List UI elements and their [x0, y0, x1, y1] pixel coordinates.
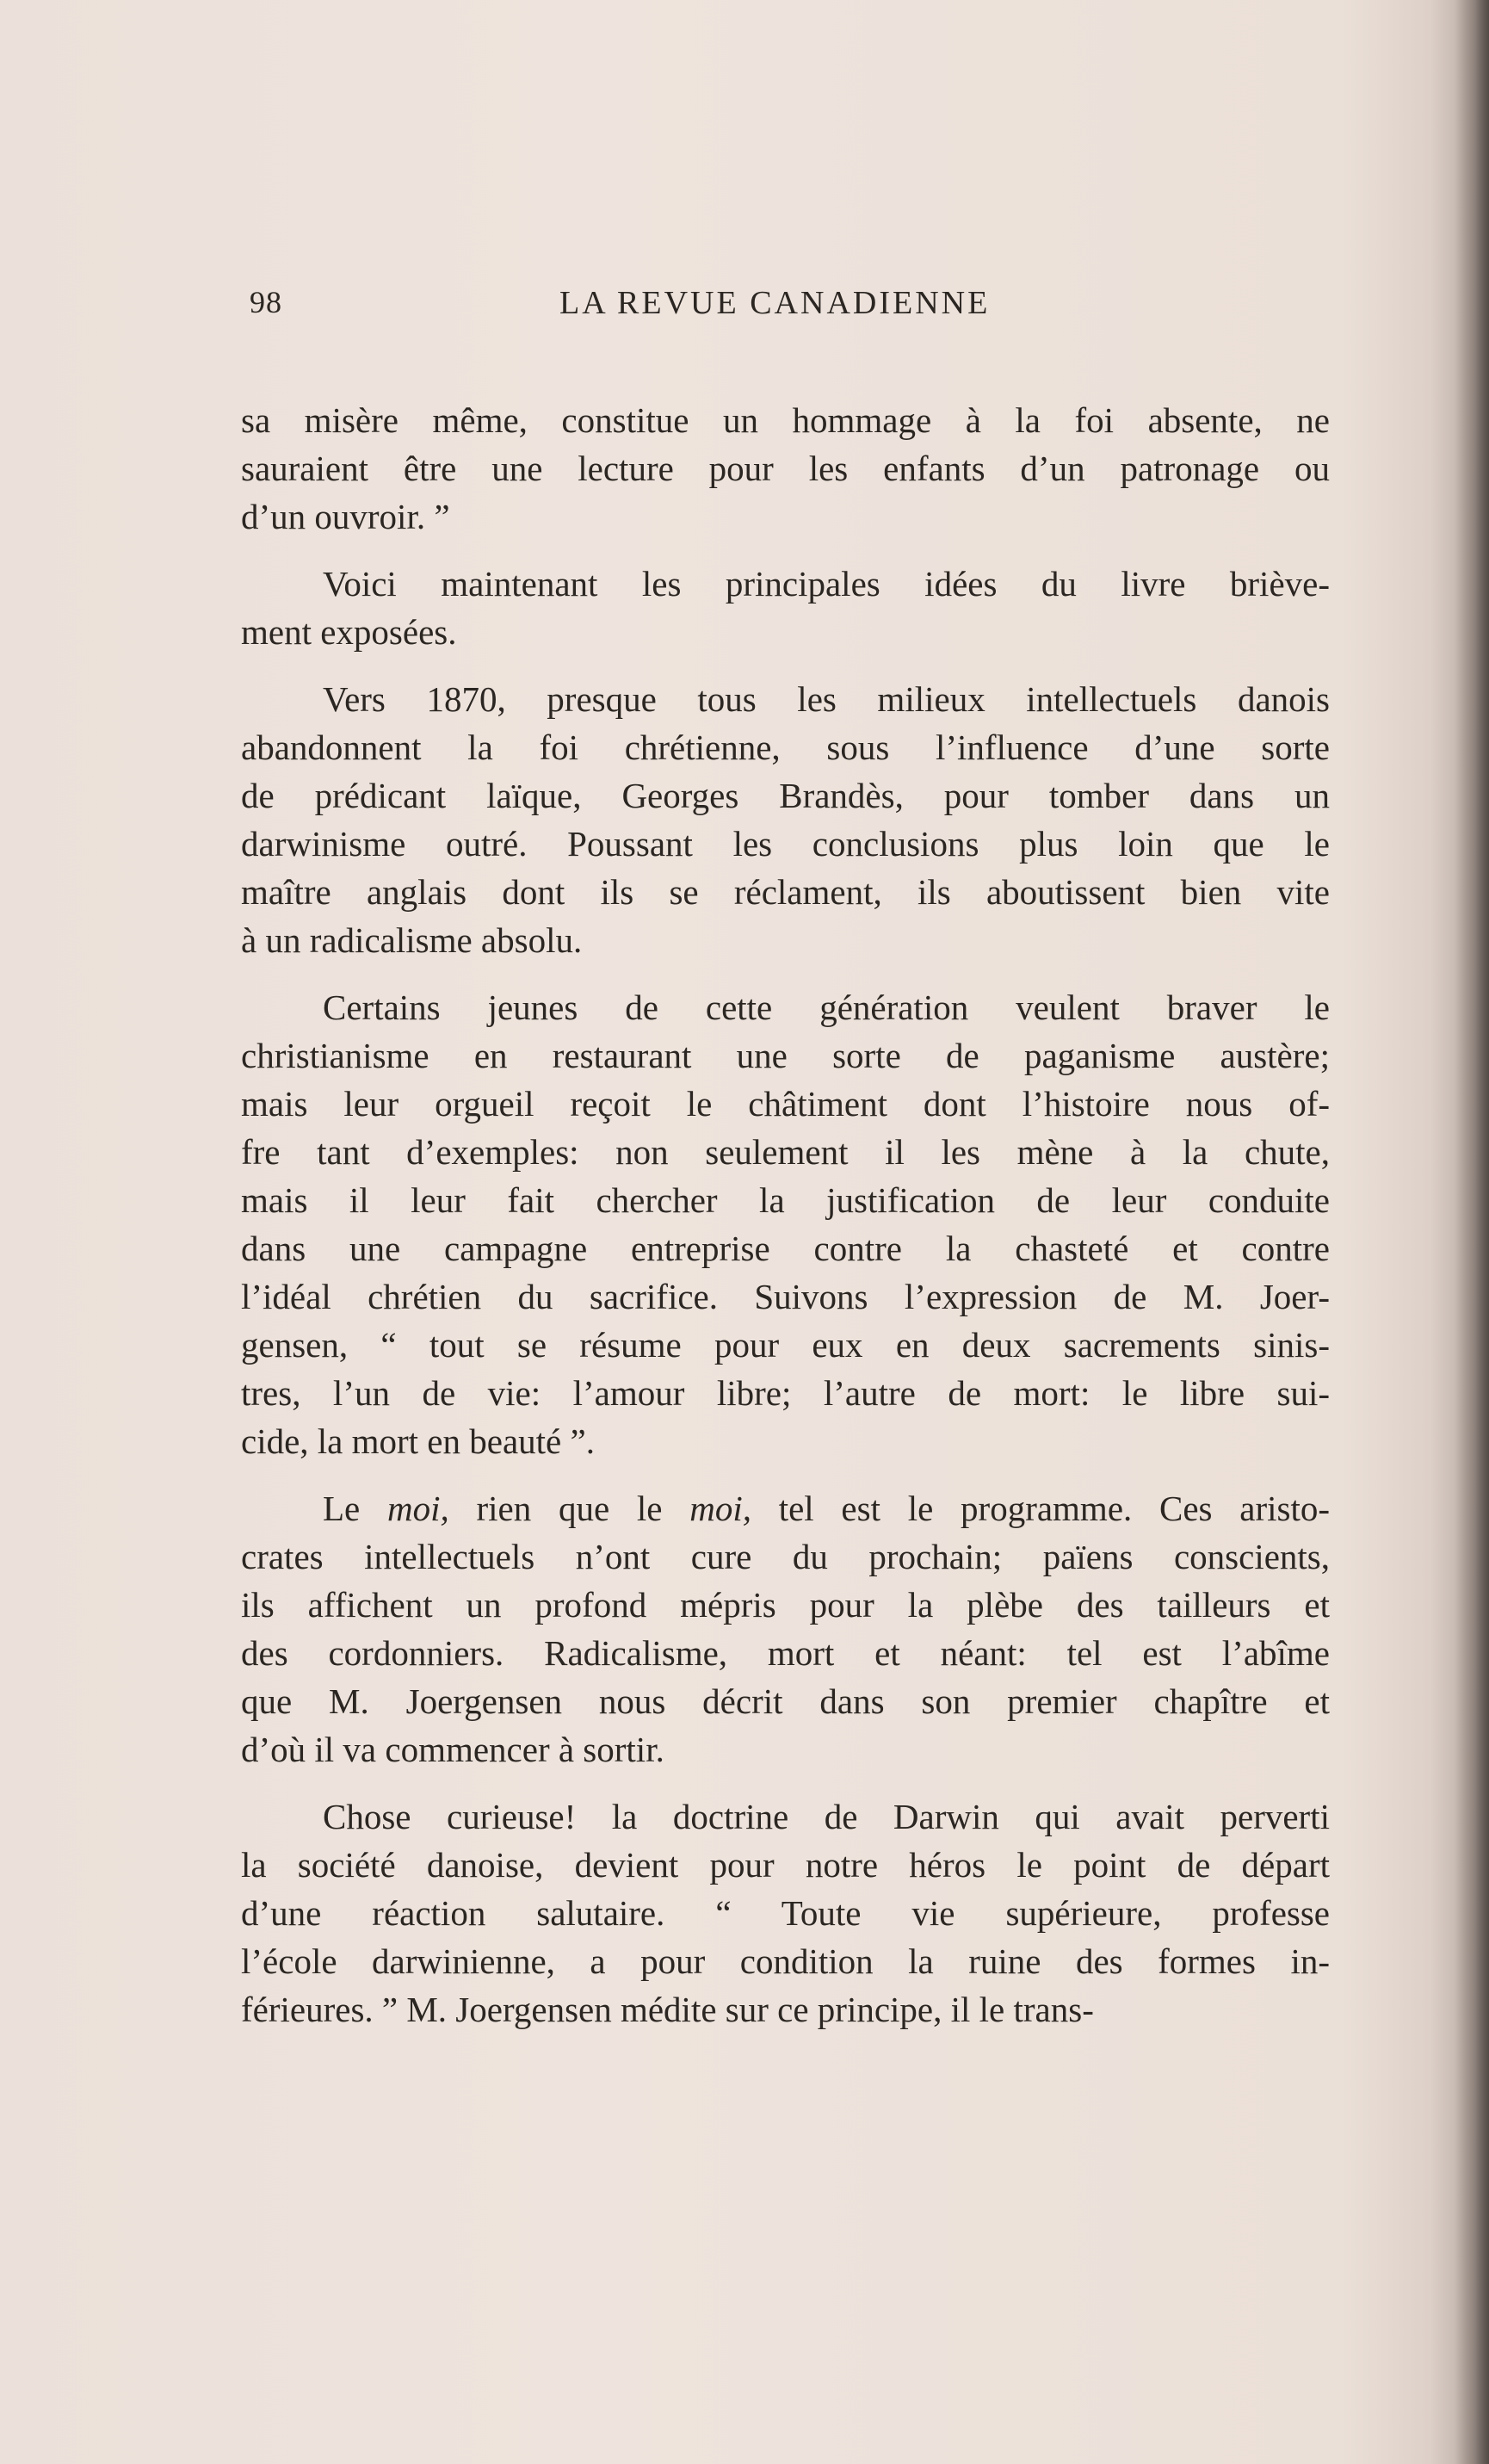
page-edge-shadow: [1455, 0, 1489, 2464]
page-header: [245, 284, 1334, 336]
text-run: ils affichent un profond mépris pour la plèbe des tailleurs et: [241, 1585, 1330, 1625]
page-number: 98: [250, 285, 282, 319]
running-title: LA REVUE CANADIENNE: [559, 285, 991, 321]
text-run: Le: [323, 1489, 387, 1528]
text-line: l’idéal chrétien du sacrifice. Suivons l’expression de M. Joer-: [241, 1277, 1330, 1316]
text-line: d’une réaction salutaire. “ Toute vie supérieure, professe: [241, 1893, 1330, 1933]
text-line: [241, 1629, 1330, 1677]
paragraph: [241, 675, 1330, 964]
text-line: fre tant d’exemples: non seulement il les mène à la chute,: [241, 1132, 1330, 1172]
text-run: que M. Joergensen nous décrit dans son premier chapître et: [241, 1681, 1330, 1721]
text-line: darwinisme outré. Poussant les conclusions plus loin que le: [241, 824, 1330, 864]
text-run: crates intellectuels n’ont cure du prochain; païens conscients,: [241, 1537, 1330, 1576]
text-line: dans une campagne entreprise contre la chasteté et contre: [241, 1229, 1330, 1268]
text-line: Voici maintenant les principales idées du livre briève-: [323, 564, 1330, 604]
text-line: de prédicant laïque, Georges Brandès, pour tomber dans un: [241, 776, 1330, 815]
paragraph: [241, 396, 1330, 541]
text-line: férieures. ” M. Joergensen médite sur ce principe, il le trans-: [241, 1990, 1094, 2029]
paragraph: [241, 1484, 1330, 1774]
text-line: [241, 1484, 1330, 1532]
text-line: d’un ouvroir. ”: [241, 497, 450, 536]
text-line: Certains jeunes de cette génération veulent braver le: [323, 987, 1330, 1027]
text-run: des cordonniers. Radicalisme, mort et néant: tel est l’abîme: [241, 1633, 1330, 1673]
paragraph: [241, 560, 1330, 656]
text-line: maître anglais dont ils se réclament, ils aboutissent bien vite: [241, 872, 1330, 912]
text-line: ment exposées.: [241, 612, 457, 652]
text-line: à un radicalisme absolu.: [241, 920, 583, 960]
text-line: [241, 1532, 1330, 1581]
text-line: gensen, “ tout se résume pour eux en deux sacrements sinis-: [241, 1325, 1330, 1365]
text-line: Chose curieuse! la doctrine de Darwin qui avait perverti: [323, 1797, 1330, 1836]
text-run: d’où il va commencer à sortir.: [241, 1730, 664, 1769]
text-line: [241, 1581, 1330, 1629]
text-line: sauraient être une lecture pour les enfants d’un patronage ou: [241, 449, 1330, 488]
text-run: tel est le programme. Ces aristo-: [751, 1489, 1330, 1528]
text-line: mais leur orgueil reçoit le châtiment dont l’histoire nous of-: [241, 1084, 1330, 1124]
text-line: mais il leur fait chercher la justification de leur conduite: [241, 1180, 1330, 1220]
italic-text: moi,: [689, 1489, 751, 1528]
text-line: abandonnent la foi chrétienne, sous l’influence d’une sorte: [241, 727, 1330, 767]
italic-text: moi,: [386, 1489, 449, 1528]
paragraph: [241, 983, 1330, 1465]
text-line: cide, la mort en beauté ”.: [241, 1421, 595, 1461]
text-line: l’école darwinienne, a pour condition la ruine des formes in-: [241, 1941, 1330, 1981]
body-text: [241, 396, 1330, 2052]
text-line: [241, 1677, 1330, 1725]
text-line: Vers 1870, presque tous les milieux intellectuels danois: [323, 679, 1330, 719]
text-run: rien que le: [448, 1489, 690, 1528]
paragraph: [241, 1792, 1330, 2034]
text-line: sa misère même, constitue un hommage à la foi absente, ne: [241, 400, 1330, 440]
text-line: christianisme en restaurant une sorte de paganisme austère;: [241, 1036, 1330, 1075]
text-line: tres, l’un de vie: l’amour libre; l’autre de mort: le libre sui-: [241, 1373, 1330, 1413]
text-line: la société danoise, devient pour notre héros le point de départ: [241, 1845, 1330, 1885]
text-line: [241, 1725, 1330, 1774]
